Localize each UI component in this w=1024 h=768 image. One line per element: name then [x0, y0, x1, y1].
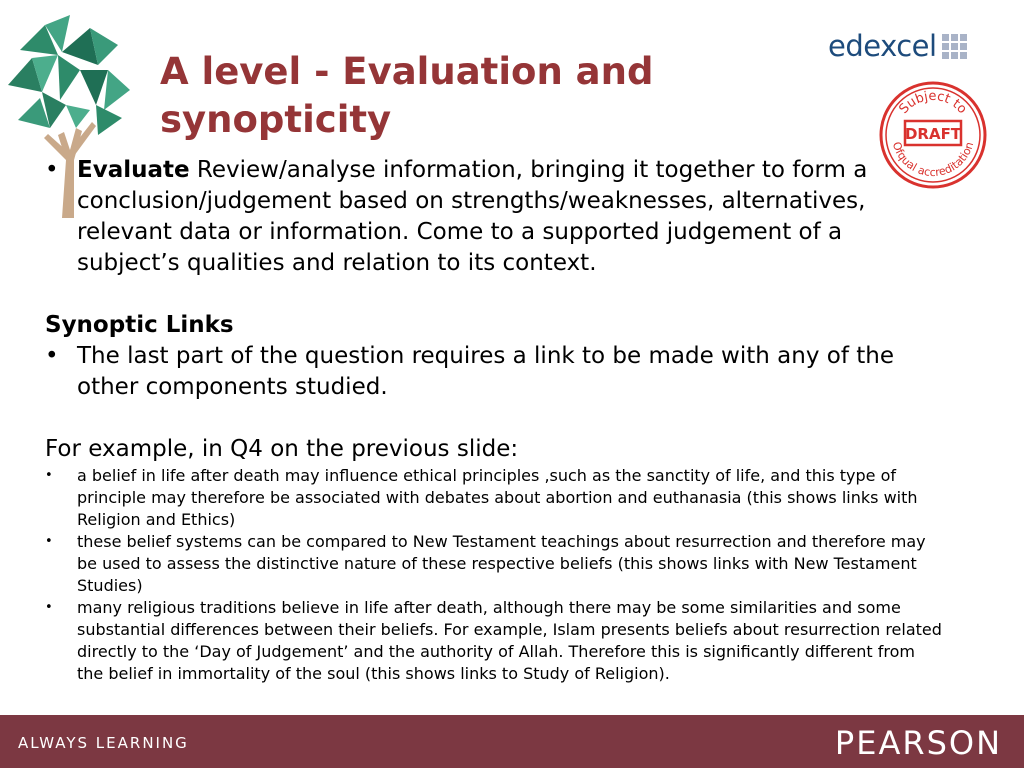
logo-text: edexcel [828, 29, 937, 63]
evaluate-bullet [45, 155, 945, 279]
logo-grid-icon [942, 34, 967, 59]
synoptic-text: The last part of the question requires a link to be made with any of the other components studied. [77, 343, 894, 400]
stamp-bottom-text: Ofqual accreditation [889, 140, 977, 180]
synoptic-bullet [45, 341, 945, 403]
edexcel-logo [828, 26, 967, 66]
pearson-logo: PEARSON [834, 724, 1002, 762]
slide-title: A level - Evaluation and synopticity [160, 50, 654, 141]
example-item [45, 465, 945, 531]
bullet-marker: • [45, 534, 53, 549]
bullet-marker: • [45, 600, 53, 615]
evaluate-paragraph [45, 155, 945, 279]
footer-tagline: ALWAYS LEARNING [18, 734, 189, 752]
example-item-text: these belief systems can be compared to New Testament teachings about resurrection and therefore may be used to assess the distinctive nature of these respective beliefs (this shows links with New Testament Studies) [77, 532, 926, 595]
example-item-text: a belief in life after death may influence ethical principles ,such as the sanctity of life, and this type of principle may therefore be associated with debates about abortion and euthanasia (this shows links with Religion and Ethics) [77, 466, 918, 529]
example-item [45, 597, 945, 685]
bullet-marker: • [45, 157, 59, 183]
evaluate-text: Review/analyse information, bringing it together to form a conclusion/judgement based on strengths/weaknesses, alternatives, relevant data or information. Come to a supported judgement of a subject’s qualities and relation to its context. [77, 157, 868, 276]
example-item-text: many religious traditions believe in life after death, although there may be some similarities and some substantial differences between their beliefs. For example, Islam presents beliefs about resurrection related directly to the ‘Day of Judgement’ and the authority of Allah. Therefore this is significantly different from the belief in immortality of the soul (this shows links to Study of Religion). [77, 598, 942, 683]
example-item [45, 531, 945, 597]
bullet-marker: • [45, 468, 53, 483]
example-intro: For example, in Q4 on the previous slide: [45, 436, 519, 462]
slide-content [45, 155, 945, 685]
footer-bar [0, 715, 1024, 768]
bullet-marker: • [45, 343, 59, 369]
stamp-draft-box [903, 118, 963, 152]
evaluate-label: Evaluate [77, 157, 190, 183]
synoptic-heading: Synoptic Links [45, 312, 234, 338]
stamp-draft-text: DRAFT [904, 125, 962, 143]
stamp-top-text: Subject to [896, 88, 970, 117]
